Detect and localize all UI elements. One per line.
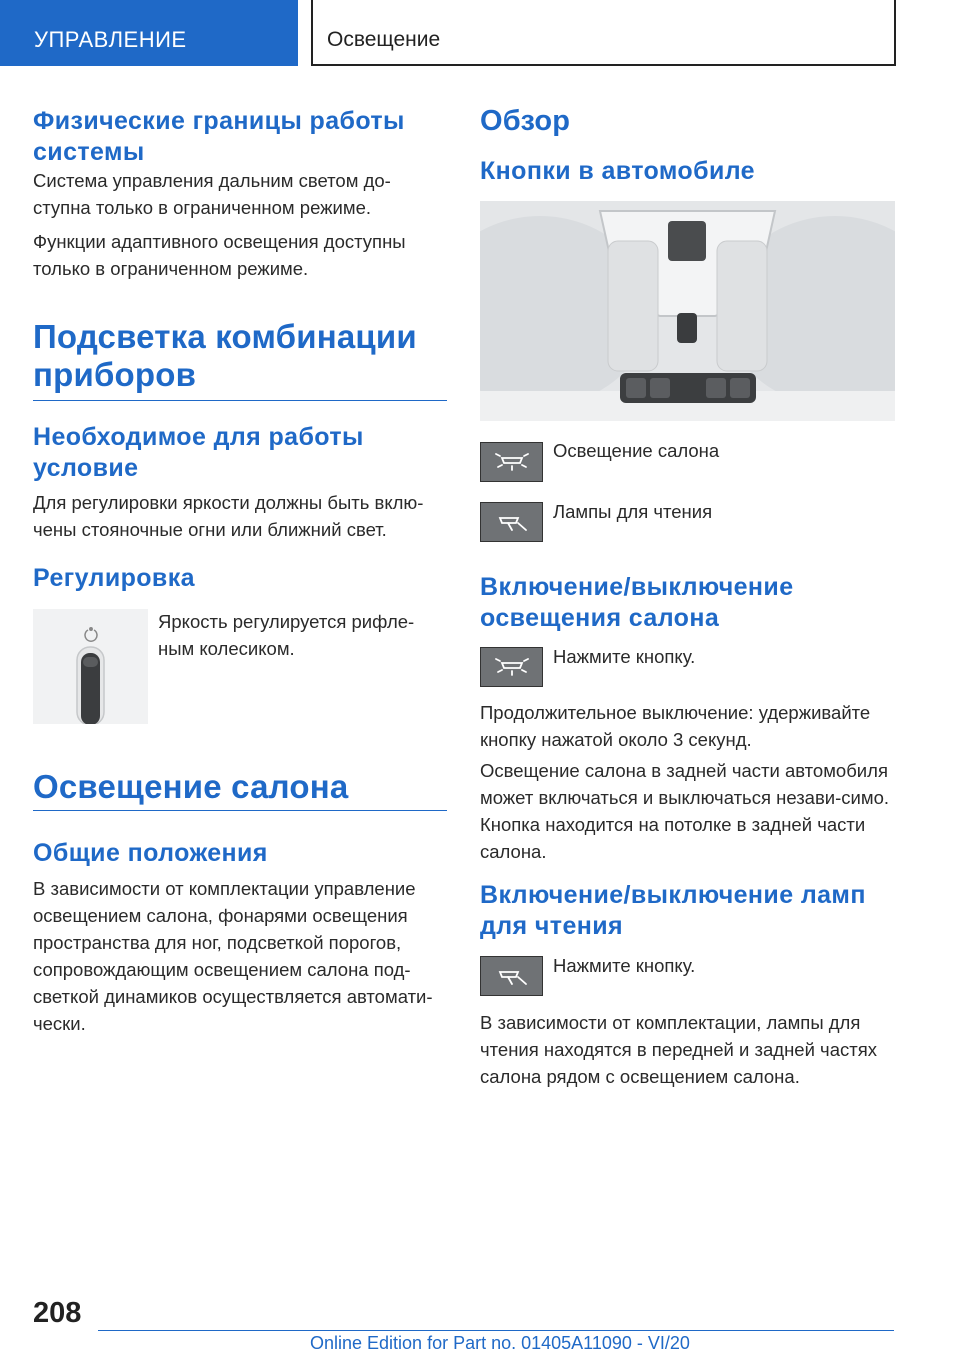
interior-onoff-heading: Включение/выключение освещения салона [480,573,794,632]
requirement-paragraph: Для регулировки яркости должны быть вклю-чены стояночные огни или ближний свет. [33,492,424,540]
instrument-lighting-heading: Подсветка комбинации приборов [33,318,447,401]
limits-paragraph-2: Функции адаптивного освещения доступны только в ограниченном режиме. [33,231,406,279]
onoff-paragraph-2: Освещение салона в задней части автомобиля может включаться и выключаться незави-симо. Кнопка находится на потолке в задней части салона. [480,760,890,862]
interior-lighting-heading: Освещение салона [33,768,447,811]
reading-light-icon [480,956,543,996]
press-button-text-2: Нажмите кнопку. [553,955,696,976]
press-button-text-1: Нажмите кнопку. [553,646,696,667]
limits-heading: Физические границы работы системы [33,107,405,166]
legend-reading-light: Лампы для чтения [553,501,713,522]
limits-paragraph-1: Система управления дальним светом до-ступна только в ограниченном режиме. [33,170,391,218]
chapter-title: Освещение [327,28,441,51]
dimmer-wheel-image [33,609,148,724]
reading-light-icon [480,502,543,542]
ceiling-console-photo [480,201,895,421]
onoff-paragraph-1: Продолжительное выключение: удерживайте кнопку нажатой около 3 секунд. [480,702,871,750]
buttons-heading: Кнопки в автомобиле [480,157,755,185]
reading-onoff-heading: Включение/выключение ламп для чтения [480,881,866,940]
section-tab [0,0,298,66]
chapter-tab [311,0,896,66]
requirement-heading: Необходимое для работы условие [33,423,364,482]
edition-text: Online Edition for Part no. 01405A11090 - VI/20 [310,1333,690,1353]
reading-paragraph: В зависимости от комплектации, лампы для чтения находятся в передней и задней частях салона рядом с освещением салона. [480,1012,877,1087]
adjustment-heading: Регулировка [33,564,195,592]
interior-light-icon [480,647,543,687]
dimmer-wheel-icon [33,609,148,724]
legend-interior-light: Освещение салона [553,440,720,461]
section-title: УПРАВЛЕНИЕ [34,27,187,52]
interior-light-icon [480,442,543,482]
page-number: 208 [33,1297,82,1329]
overview-heading: Обзор [480,105,571,137]
adjustment-paragraph: Яркость регулируется рифле-ным колесиком. [158,611,415,659]
general-heading: Общие положения [33,839,268,867]
general-paragraph: В зависимости от комплектации управление освещением салона, фонарями освещения пространства для ног, подсветкой порогов, сопровождающим освещением салона под-светкой динамиков осуществляется автомати-чески. [33,878,433,1034]
footer-rule [98,1330,894,1331]
